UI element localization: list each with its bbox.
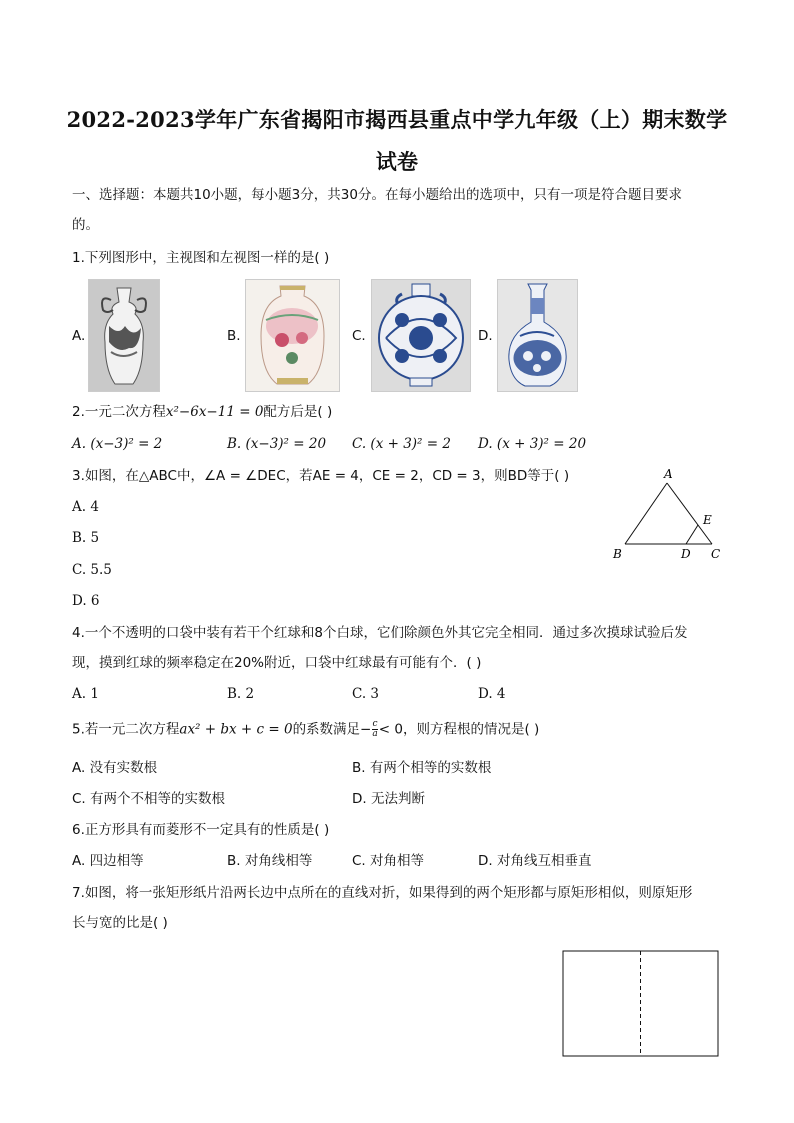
q5-option-b: B. 有两个相等的实数根 — [352, 760, 492, 776]
question-7-stem-line2: 长与宽的比是( ) — [72, 915, 168, 931]
question-4-stem-line2: 现，摸到红球的频率稳定在20%附近，口袋中红球最有可能有个．( ) — [72, 655, 482, 671]
q6-option-a: A. 四边相等 — [72, 853, 144, 869]
q2-stem-pre: 2.一元二次方程 — [72, 404, 166, 420]
label-c: C — [711, 547, 721, 561]
q4-option-a: A. 1 — [72, 686, 99, 702]
question-1-stem: 1.下列图形中，主视图和左视图一样的是( ) — [72, 250, 330, 266]
vase-image-a — [88, 279, 160, 392]
triangle-abc-figure — [605, 466, 725, 564]
q1-option-a-label: A. — [72, 328, 86, 344]
vase-image-d — [497, 279, 578, 392]
q3-option-a: A. 4 — [72, 499, 99, 515]
q2-option-c: C. (x + 3)² = 2 — [352, 436, 451, 452]
q5-frac-numerator: c — [372, 719, 378, 729]
vase-image-b — [245, 279, 340, 392]
q2-stem-post: 配方后是( ) — [263, 404, 333, 420]
q5-stem-mid: 的系数满足− — [292, 721, 372, 738]
q5-stem-pre: 5.若一元二次方程 — [72, 721, 180, 738]
exam-title-line1: 2022-2023学年广东省揭阳市揭西县重点中学九年级（上）期末数学 — [66, 107, 728, 132]
q1-option-d-label: D. — [478, 328, 493, 344]
q4-option-b: B. 2 — [227, 686, 255, 702]
q2-option-a: A. (x−3)² = 2 — [72, 436, 163, 452]
q6-option-c: C. 对角相等 — [352, 853, 425, 869]
q3-option-d: D. 6 — [72, 593, 100, 609]
question-7-stem-line1: 7.如图，将一张矩形纸片沿两长边中点所在的直线对折，如果得到的两个矩形都与原矩形相似，则原矩形 — [72, 885, 693, 901]
exam-title-line2: 试卷 — [375, 149, 419, 174]
q6-option-b: B. 对角线相等 — [227, 853, 313, 869]
q1-option-c-label: C. — [352, 328, 366, 344]
q6-option-d: D. 对角线互相垂直 — [478, 853, 592, 869]
question-2-stem — [72, 403, 332, 421]
q5-option-c: C. 有两个不相等的实数根 — [72, 791, 226, 807]
q2-option-d: D. (x + 3)² = 20 — [478, 436, 587, 452]
q2-equation: x²−6x−11 = 0 — [165, 404, 264, 420]
label-d: D — [681, 547, 691, 561]
section-instruction-line1: 一、选择题：本题共10小题，每小题3分，共30分。在每小题给出的选项中，只有一项是符合题目要求 — [72, 187, 682, 203]
label-b: B — [613, 547, 622, 561]
label-a: A — [664, 467, 673, 481]
q3-option-c: C. 5.5 — [72, 562, 112, 578]
q5-fraction — [372, 720, 377, 739]
q2-option-b: B. (x−3)² = 20 — [227, 436, 327, 452]
q1-option-b-label: B. — [227, 328, 241, 344]
question-6-stem: 6.正方形具有而菱形不一定具有的性质是( ) — [72, 822, 330, 838]
q4-option-c: C. 3 — [352, 686, 380, 702]
label-e: E — [703, 513, 712, 527]
question-3-stem: 3.如图，在△ABC中，∠A = ∠DEC，若AE = 4，CE = 2，CD = 3，则BD等于( ) — [72, 468, 570, 484]
q5-stem-post: < 0，则方程根的情况是( ) — [378, 721, 540, 738]
q4-option-d: D. 4 — [478, 686, 506, 702]
q5-option-a: A. 没有实数根 — [72, 760, 158, 776]
section-instruction-line2: 的。 — [72, 217, 99, 233]
q5-frac-denominator: a — [372, 729, 378, 739]
question-4-stem-line1: 4.一个不透明的口袋中装有若干个红球和8个白球，它们除颜色外其它完全相同．通过多次摸球试验后发 — [72, 625, 688, 641]
q5-equation: ax² + bx + c = 0 — [179, 721, 293, 738]
q5-option-d: D. 无法判断 — [352, 791, 425, 807]
vase-image-c — [371, 279, 471, 392]
question-5-stem — [72, 720, 539, 739]
q3-option-b: B. 5 — [72, 530, 100, 546]
folded-rectangle-figure — [562, 950, 720, 1058]
